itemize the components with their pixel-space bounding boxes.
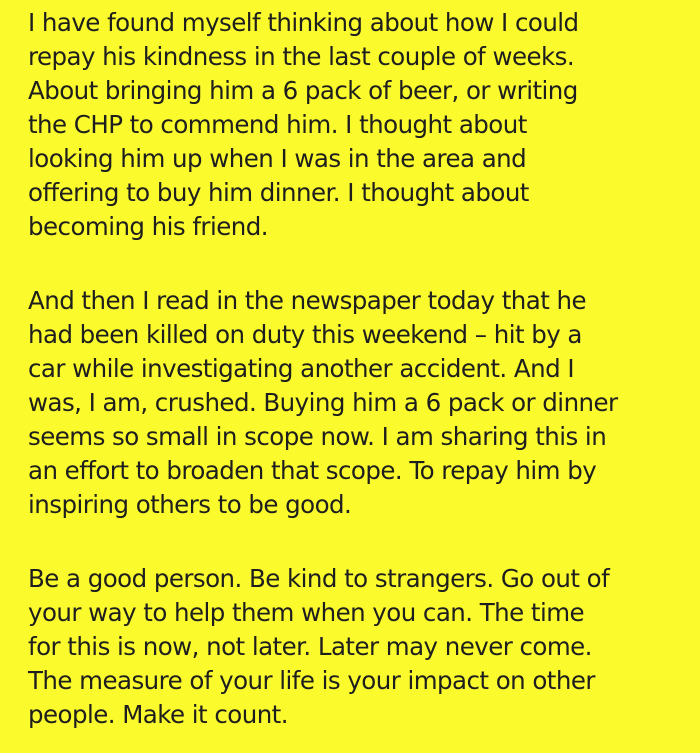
text-line: car while investigating another accident. And I <box>28 354 575 383</box>
text-line: The measure of your life is your impact on other <box>28 666 595 695</box>
text-line: your way to help them when you can. The time <box>28 598 585 627</box>
text-line: had been killed on duty this weekend – hit by a <box>28 320 582 349</box>
text-line: was, I am, crushed. Buying him a 6 pack or dinner <box>28 388 618 417</box>
text-line: inspiring others to be good. <box>28 490 352 519</box>
paragraph-thinking-of-repaying <box>28 6 579 244</box>
text-line: for this is now, not later. Later may never come. <box>28 632 592 661</box>
text-line: an effort to broaden that scope. To repay him by <box>28 456 597 485</box>
paragraph-newspaper-news <box>28 284 618 522</box>
text-line: becoming his friend. <box>28 212 268 241</box>
text-line: offering to buy him dinner. I thought about <box>28 178 529 207</box>
text-line: the CHP to commend him. I thought about <box>28 110 527 139</box>
text-line: About bringing him a 6 pack of beer, or writing <box>28 76 578 105</box>
text-line: repay his kindness in the last couple of weeks. <box>28 42 575 71</box>
text-line: And then I read in the newspaper today that he <box>28 286 586 315</box>
text-line: seems so small in scope now. I am sharing this in <box>28 422 607 451</box>
text-line: looking him up when I was in the area and <box>28 144 527 173</box>
text-line: Be a good person. Be kind to strangers. Go out of <box>28 564 610 593</box>
text-line: people. Make it count. <box>28 700 288 729</box>
text-line: I have found myself thinking about how I could <box>28 8 579 37</box>
paragraph-be-a-good-person <box>28 562 609 732</box>
